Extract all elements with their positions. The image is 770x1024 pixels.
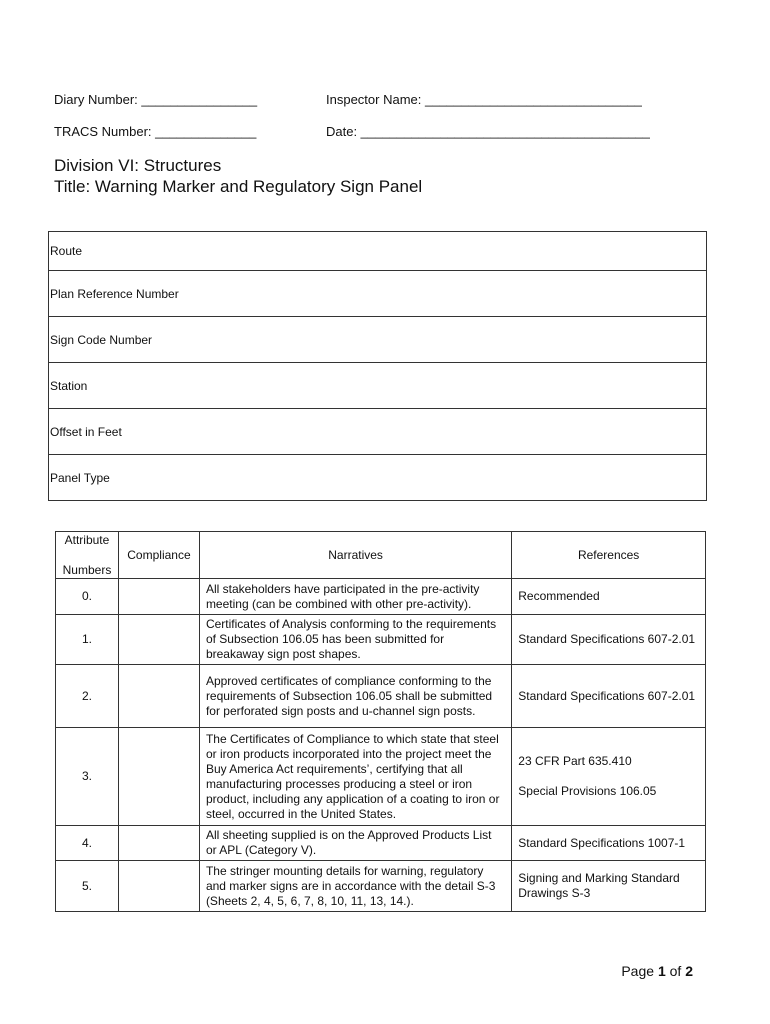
table-row [56,826,706,861]
reference-text: Standard Specifications 607-2.01 [518,688,696,703]
table-row [56,861,706,912]
diary-number-field: Diary Number: ________________ [54,92,258,107]
compliance-cell[interactable] [118,615,199,665]
compliance-cell[interactable] [118,665,199,728]
info-row-panel-type: Panel Type [49,455,707,501]
header-attribute-line2: Numbers [62,562,112,577]
compliance-cell[interactable] [118,861,199,912]
title-block [54,155,422,197]
attribute-table [55,531,706,912]
narrative-cell: Approved certificates of compliance conforming to the requirements of Subsection 106.05 shall be submitted for perforated sign posts and u-channel sign posts. [199,665,511,728]
compliance-cell[interactable] [118,826,199,861]
info-row-sign-code: Sign Code Number [49,317,707,363]
attribute-number: 4. [56,826,119,861]
attribute-number: 5. [56,861,119,912]
reference-text: Standard Specifications 1007-1 [518,835,686,850]
reference-cell [512,665,706,728]
attribute-number: 0. [56,579,119,615]
narrative-cell: The Certificates of Compliance to which state that steel or iron products incorporated into the project meet the Buy America Act requirements’, certifying that all manufacturing processes producing a steel or iron product, including any application of a coating to iron or steel, occurred in the United States. [199,728,511,826]
attribute-table-header [56,532,706,579]
info-row-station: Station [49,363,707,409]
reference-text: 23 CFR Part 635.410 [518,754,632,768]
narrative-cell: Certificates of Analysis conforming to the requirements of Subsection 106.05 has been submitted for breakaway sign post shapes. [199,615,511,665]
table-row [56,665,706,728]
reference-text-secondary: Special Provisions 106.05 [518,784,657,798]
compliance-cell[interactable] [118,728,199,826]
of-word: of [669,963,682,979]
tracs-number-field: TRACS Number: ______________ [54,124,257,139]
reference-cell [512,826,706,861]
division-heading: Division VI: Structures [54,156,222,175]
table-row [56,615,706,665]
reference-text: Recommended [518,589,600,603]
inspector-name-field: Inspector Name: ______________________________ [326,92,642,107]
info-row-offset: Offset in Feet [49,409,707,455]
reference-text: Signing and Marking Standard Drawings S-3 [518,871,680,900]
header-attribute-numbers [56,532,119,579]
attribute-number: 1. [56,615,119,665]
table-row [56,728,706,826]
reference-cell [512,728,706,826]
info-row-route: Route [49,232,707,271]
page-indicator [621,963,693,979]
attribute-number: 2. [56,665,119,728]
page-total: 2 [685,963,693,979]
header-compliance: Compliance [118,532,199,579]
narrative-cell: All sheeting supplied is on the Approved Products List or APL (Category V). [199,826,511,861]
header-attribute-line1: Attribute [64,532,110,547]
narrative-cell: The stringer mounting details for warning, regulatory and marker signs are in accordance with the detail S-3 (Sheets 2, 4, 5, 6, 7, 8, 10, 11, 13, 14.). [199,861,511,912]
reference-cell [512,579,706,615]
page-current: 1 [657,963,666,979]
header-references: References [512,532,706,579]
document-title: Title: Warning Marker and Regulatory Sign Panel [54,177,423,196]
compliance-cell[interactable] [118,579,199,615]
table-row [56,579,706,615]
header-narratives: Narratives [199,532,511,579]
page-word: Page [621,963,655,979]
date-field: Date: ________________________________________ [326,124,650,139]
reference-cell [512,615,706,665]
attribute-number: 3. [56,728,119,826]
reference-text: Standard Specifications 607-2.01 [518,632,696,646]
info-row-plan-reference: Plan Reference Number [49,271,707,317]
reference-cell [512,861,706,912]
narrative-cell: All stakeholders have participated in the pre-activity meeting (can be combined with other pre-activity). [199,579,511,615]
info-table [48,231,707,501]
